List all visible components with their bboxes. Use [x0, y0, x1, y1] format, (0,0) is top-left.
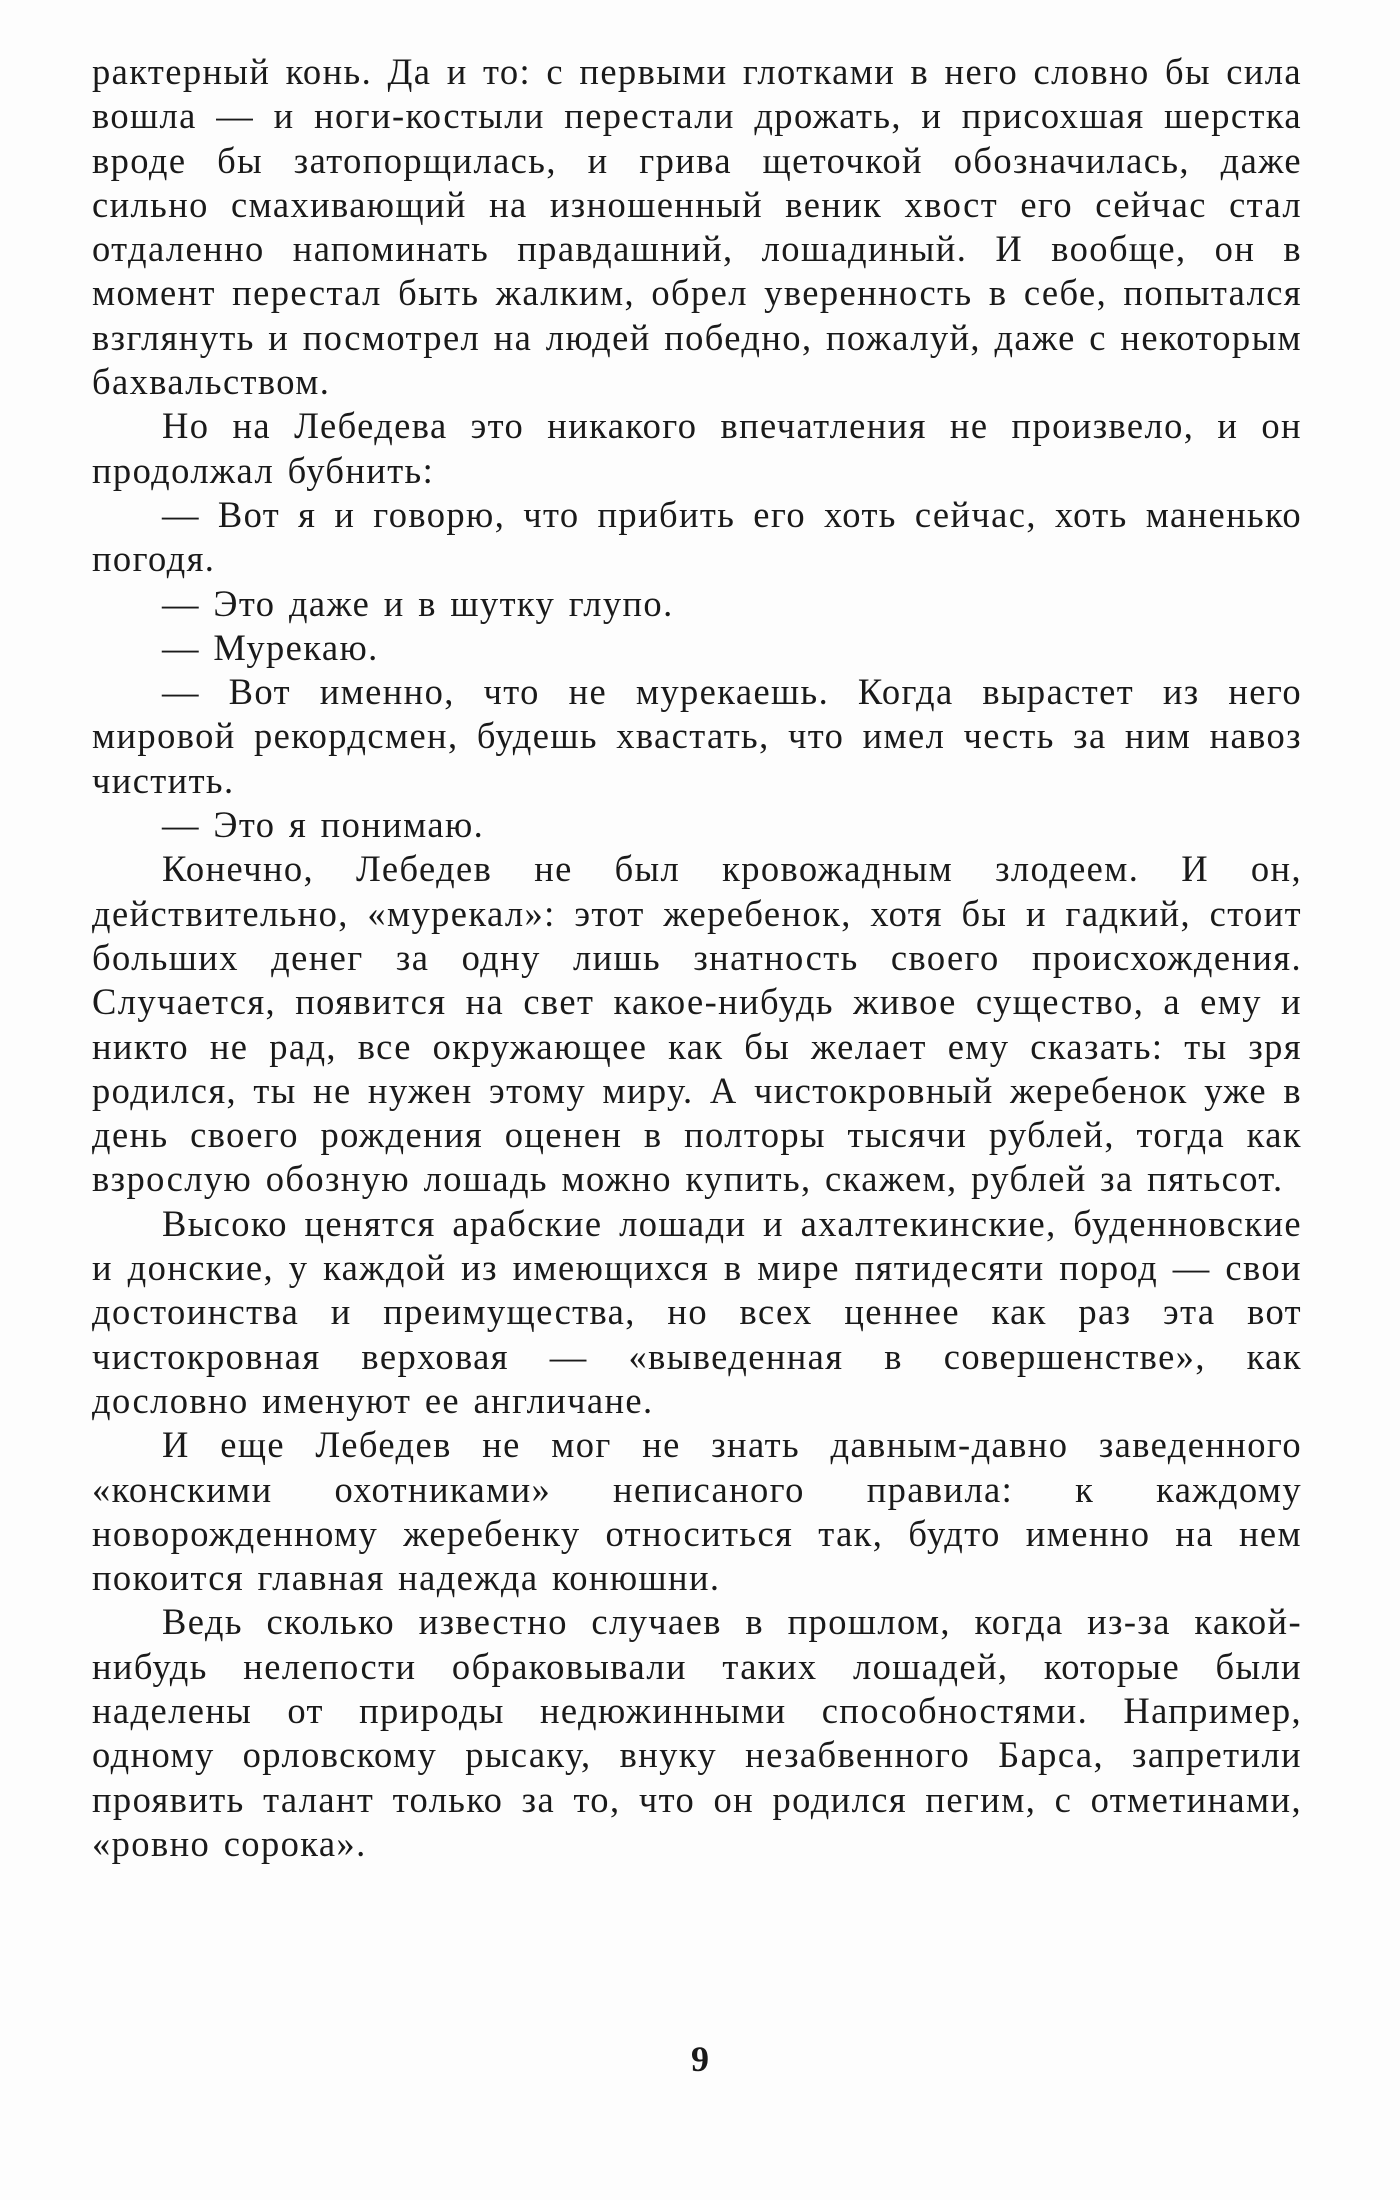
- dialogue-line: — Вот я и говорю, что прибить его хоть сейчас, хоть маненько погодя.: [92, 493, 1302, 580]
- dialogue-line: — Это даже и в шутку глупо.: [162, 582, 674, 624]
- paragraph: Высоко ценятся арабские лошади и ахалтекинские, буденновские и донские, у каждой из имеющихся в мире пятидесяти пород — свои достоинства и преимущества, но всех ценнее как раз эта вот чистокровная верховая — «выведенная в совершенстве», как дословно именуют ее англичане.: [92, 1202, 1302, 1421]
- dialogue-line: — Мурекаю.: [162, 626, 379, 668]
- paragraph: Конечно, Лебедев не был кровожадным злодеем. И он, действительно, «мурекал»: этот жеребенок, хотя бы и гадкий, стоит больших денег за одну лишь знатность своего происхождения. Случается, появится на свет какое-нибудь живое существо, а ему и никто не рад, все окружающее как бы желает ему сказать: ты зря родился, ты не нужен этому миру. А чистокровный жеребенок уже в день своего рождения оценен в полторы тысячи рублей, тогда как взрослую обозную лошадь можно купить, скажем, рублей за пятьсот.: [92, 848, 1302, 1200]
- paragraph: Ведь сколько известно случаев в прошлом, когда из-за какой-нибудь нелепости обраковывали таких лошадей, которые были наделены от природы недюжинными способностями. Например, одному орловскому рысаку, внуку незабвенного Барса, запретили проявить талант только за то, что он родился пегим, с отметинами, «ровно сорока».: [92, 1601, 1302, 1864]
- paragraph: Но на Лебедева это никакого впечатления не произвело, и он продолжал бубнить:: [92, 405, 1302, 491]
- dialogue-line: — Это я понимаю.: [162, 804, 485, 846]
- paragraph: И еще Лебедев не мог не знать давным-давно заведенного «конскими охотниками» неписаного правила: к каждому новорожденному жеребенку относиться так, будто именно на нем покоится главная надежда конюшни.: [92, 1424, 1302, 1599]
- page-number: 9: [691, 2039, 709, 2079]
- page-body-text: [92, 50, 1302, 1866]
- paragraph-continuation: рактерный конь. Да и то: с первыми глотками в него словно бы сила вошла — и ноги-костыли перестали дрожать, и присохшая шерстка вроде бы затопорщилась, и грива щеточкой обозначилась, даже сильно смахивающий на изношенный веник хвост его сейчас стал отдаленно напоминать правдашний, лошадиный. И вообще, он в момент перестал быть жалким, обрел уверенность в себе, попытался взглянуть и посмотрел на людей победно, пожалуй, даже с некоторым бахвальством.: [92, 51, 1302, 403]
- dialogue-line: — Вот именно, что не мурекаешь. Когда вырастет из него мировой рекордсмен, будешь хвастать, что имел честь за ним навоз чистить.: [92, 671, 1302, 801]
